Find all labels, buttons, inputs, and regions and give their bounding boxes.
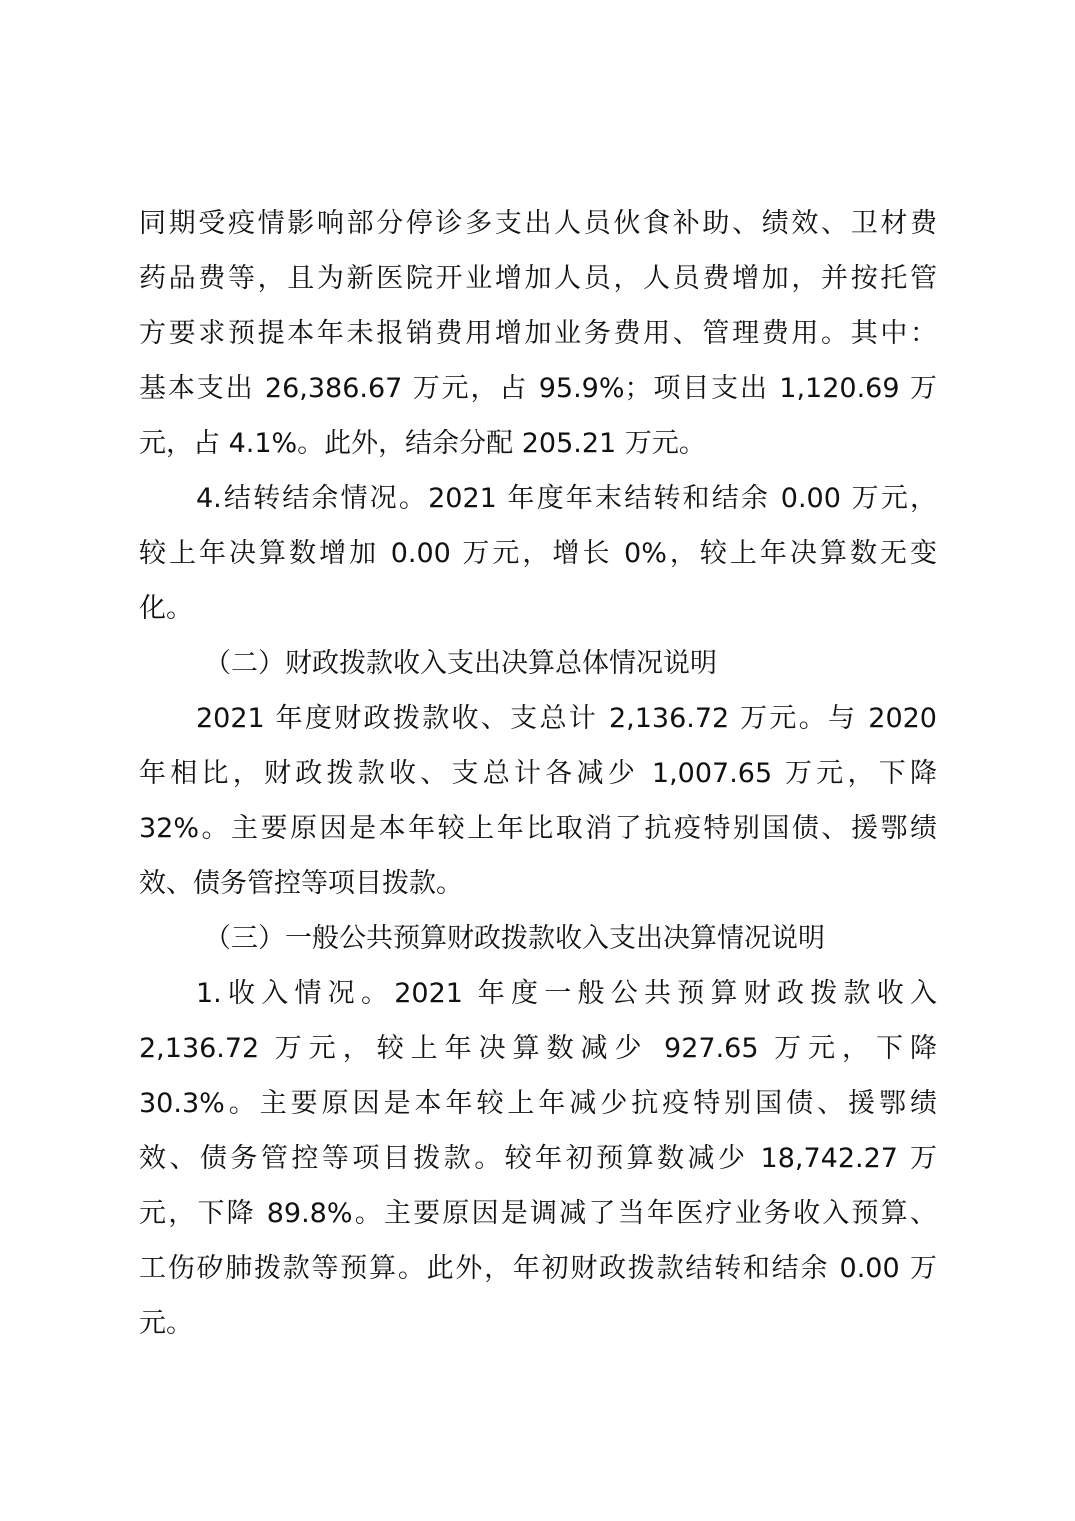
paragraph-line: 同期受疫情影响部分停诊多支出人员伙食补助、绩效、卫材费 — [139, 208, 937, 239]
paragraph-line: 元。 — [139, 1308, 193, 1339]
paragraph-line: 方要求预提本年未报销费用增加业务费用、管理费用。其中： — [139, 318, 937, 349]
paragraph-line: 元，占 4.1%。此外，结余分配 205.21 万元。 — [139, 428, 706, 459]
paragraph-line: 效、债务管控等项目拨款。较年初预算数减少 18,742.27 万 — [139, 1143, 937, 1174]
section-heading: （二）财政拨款收入支出决算总体情况说明 — [204, 648, 717, 679]
paragraph-line: 药品费等，且为新医院开业增加人员，人员费增加，并按托管 — [139, 263, 937, 294]
paragraph-line: 2021 年度财政拨款收、支总计 2,136.72 万元。与 2020 — [196, 703, 937, 734]
paragraph-line: 工伤矽肺拨款等预算。此外，年初财政拨款结转和结余 0.00 万 — [139, 1253, 937, 1284]
paragraph-line: 年相比，财政拨款收、支总计各减少 1,007.65 万元，下降 — [139, 758, 937, 789]
paragraph-line: 4.结转结余情况。2021 年度年末结转和结余 0.00 万元， — [196, 483, 937, 514]
paragraph-line: 效、债务管控等项目拨款。 — [139, 868, 463, 899]
paragraph-line: 30.3%。主要原因是本年较上年减少抗疫特别国债、援鄂绩 — [139, 1088, 937, 1119]
paragraph-line: 1.收入情况。2021 年度一般公共预算财政拨款收入 — [196, 978, 937, 1009]
section-heading: （三）一般公共预算财政拨款收入支出决算情况说明 — [204, 923, 825, 954]
paragraph-line: 元，下降 89.8%。主要原因是调减了当年医疗业务收入预算、 — [139, 1198, 937, 1229]
paragraph-line: 2,136.72 万元，较上年决算数减少 927.65 万元，下降 — [139, 1033, 937, 1064]
paragraph-line: 基本支出 26,386.67 万元，占 95.9%；项目支出 1,120.69 万 — [139, 373, 937, 404]
paragraph-line: 32%。主要原因是本年较上年比取消了抗疫特别国债、援鄂绩 — [139, 813, 937, 844]
paragraph-line: 化。 — [139, 593, 193, 624]
document-body — [139, 196, 937, 1351]
paragraph-line: 较上年决算数增加 0.00 万元，增长 0%，较上年决算数无变 — [139, 538, 937, 569]
